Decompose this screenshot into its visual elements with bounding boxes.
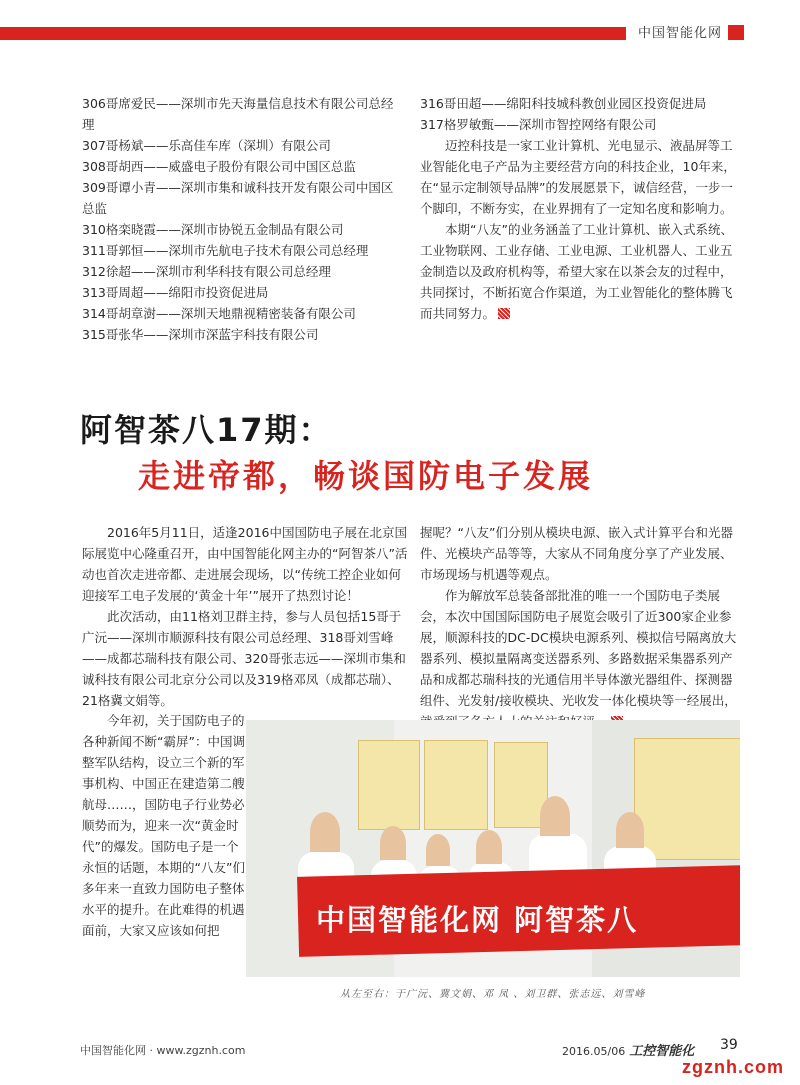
article-paragraph: 今年初，关于国防电子的各种新闻不断“霸屏”：中国调整军队结构，设立三个新的军事机构、中国正在建造第二艘航母……，国防电子行业势必顺势而为，迎来一次“黄金时代”的爆发。国防电子是一个永恒的话题，本期的“八友”们多年来一直致力国防电子整体水平的提升。在此难得的机遇面前，大家又应该如何把	[82, 713, 245, 938]
watermark: zgznh.com	[682, 1057, 784, 1077]
members-column-2	[420, 93, 740, 324]
article-column-2	[420, 522, 740, 732]
person	[380, 826, 406, 860]
member-315: 315哥张华——深圳市深蓝宇科技有限公司	[82, 327, 319, 342]
article-title: 阿智茶八17期：	[80, 411, 333, 449]
header-bar	[0, 27, 626, 40]
article-paragraph: 握呢？“八友”们分别从模块电源、嵌入式计算平台和光器件、光模块产品等等，大家从不同角度分享了产业发展、市场现场与机遇等观点。	[420, 525, 733, 582]
footer-brand: 工控智能化	[629, 1044, 695, 1059]
member-308: 308哥胡西——威盛电子股份有限公司中国区总监	[82, 159, 356, 174]
article-subtitle: 走进帝都，畅谈国防电子发展	[138, 457, 594, 495]
footer-issue	[562, 1040, 694, 1059]
member-312: 312徐超——深圳市利华科技有限公司总经理	[82, 264, 331, 279]
banner-text: 中国智能化网 阿智茶八	[316, 903, 639, 937]
member-310: 310格栾晓霞——深圳市协锐五金制品有限公司	[82, 222, 344, 237]
page-number: 39	[720, 1037, 738, 1053]
booth-poster	[634, 738, 740, 860]
footer-issue-date: 2016.05/06	[562, 1045, 626, 1058]
photo-caption: 从左至右：于广沅、冀文娟、邓 凤 、刘卫群、张志远、刘雪峰	[340, 989, 646, 1000]
member-316: 316哥田超——绵阳科技城科教创业园区投资促进局	[420, 96, 707, 111]
booth-poster	[424, 740, 488, 830]
person	[616, 812, 644, 848]
person	[476, 830, 502, 864]
article-column-1	[82, 522, 412, 711]
end-mark-icon	[498, 308, 510, 319]
footer-site: 中国智能化网 · www.zgznh.com	[80, 1044, 246, 1057]
article-paragraph: 2016年5月11日，适逢2016中国国防电子展在北京国际展览中心隆重召开，由中国智能化网主办的“阿智茶八”活动也首次走进帝都、走进展会现场，以“传统工控企业如何迎接军工电子发展的‘黄金十年’”展开了热烈讨论！	[82, 525, 408, 603]
member-314: 314哥胡章澍——深圳天地鼎视精密装备有限公司	[82, 306, 356, 321]
article-paragraph: 此次活动，由11格刘卫群主持，参与人员包括15哥于广沅——深圳市顺源科技有限公司总经理、318哥刘雪峰——成都芯瑞科技有限公司、320哥张志远——深圳市集和诚科技有限公司北京分公司以及319格邓凤（成都芯瑞）、21格冀文娟等。	[82, 609, 406, 708]
person	[426, 834, 450, 866]
member-317: 317格罗敏甄——深圳市智控网络有限公司	[420, 117, 657, 132]
member-309: 309哥谭小青——深圳市集和诚科技开发有限公司中国区总监	[82, 180, 394, 216]
article-paragraph: 作为解放军总装备部批准的唯一一个国防电子类展会，本次中国国际国防电子展览会吸引了近300家企业参展，顺源科技的DC-DC模块电源系列、模拟信号隔离放大器系列、模拟量隔离变送器系列、多路数据采集器系列产品和成都芯瑞科技的光通信用半导体激光器组件、探测器组件、光发射/接收模块、光收发一体化模块等一经展出，	[420, 585, 740, 732]
person	[310, 812, 340, 852]
member-313: 313哥周超——绵阳市投资促进局	[82, 285, 269, 300]
business-summary-paragraph: 本期“八友”的业务涵盖了工业计算机、嵌入式系统、工业物联网、工业存储、工业电源、工业机器人、工业五金制造以及政府机构等，希望大家在以茶会友的过程中，共同探讨，不断拓宽合作渠道，为工业智能化的整体腾飞而共同努力。	[420, 222, 733, 321]
article-column-3	[82, 710, 245, 941]
member-307: 307哥杨斌——乐高佳车库（深圳）有限公司	[82, 138, 331, 153]
company-intro-paragraph: 迈控科技是一家工业计算机、光电显示、液晶屏等工业智能化电子产品为主要经营方向的科技企业，10年来，在“显示定制领导品牌”的发展愿景下，诚信经营，一步一个脚印，不断夯实，在业界拥有了一定知名度和影响力。	[420, 138, 736, 216]
member-311: 311哥郭恒——深圳市先航电子技术有限公司总经理	[82, 243, 369, 258]
booth-poster	[358, 740, 420, 830]
header-square	[728, 25, 744, 40]
header-brand: 中国智能化网	[638, 26, 723, 41]
group-photo	[246, 720, 740, 977]
member-306: 306哥席爱民——深圳市先天海量信息技术有限公司总经理	[82, 96, 394, 132]
person	[540, 796, 570, 836]
members-column-1	[82, 93, 400, 345]
